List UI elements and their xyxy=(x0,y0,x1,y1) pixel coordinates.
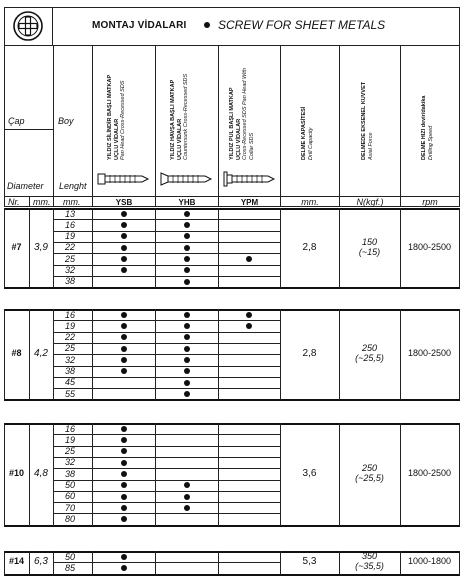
yhb-availability-dot xyxy=(184,482,190,488)
row-divider xyxy=(53,366,280,367)
row-length: 25 xyxy=(64,343,75,354)
cap-label: Çap xyxy=(8,116,25,126)
row-length: 16 xyxy=(64,219,75,230)
ypm-screw-icon xyxy=(222,171,278,187)
axial-force-value: 250 xyxy=(361,462,378,473)
row-length: 70 xyxy=(64,502,75,513)
yhb-availability-dot xyxy=(184,357,190,363)
ysb-availability-dot xyxy=(121,334,127,340)
group-column-line xyxy=(53,423,54,526)
diameter-label: Diameter xyxy=(7,181,44,191)
group-diameter: 4,2 xyxy=(34,348,48,360)
row-length: 19 xyxy=(64,434,75,445)
ysb-screw-icon xyxy=(96,171,152,187)
row-length: 25 xyxy=(64,253,75,264)
yhb-availability-dot xyxy=(184,391,190,397)
dia-unit-label: mm. xyxy=(33,197,51,207)
ysb-availability-dot xyxy=(121,460,127,466)
row-divider xyxy=(53,468,280,469)
row-length: 32 xyxy=(64,265,75,275)
yhb-availability-dot xyxy=(184,346,190,352)
row-divider xyxy=(53,457,280,458)
row-divider xyxy=(53,276,280,277)
ysb-availability-dot xyxy=(121,245,127,251)
ysb-availability-dot xyxy=(121,516,127,522)
ysb-availability-dot xyxy=(121,471,127,477)
row-divider xyxy=(53,231,280,232)
lenght-label: Lenght xyxy=(59,181,87,191)
group-bottom-border xyxy=(4,287,460,289)
group-column-line xyxy=(459,309,460,400)
group-number: #8 xyxy=(11,348,22,359)
ysb-availability-dot xyxy=(121,368,127,374)
row-divider xyxy=(53,354,280,355)
group-number: #7 xyxy=(11,241,22,252)
ysb-availability-dot xyxy=(121,426,127,432)
row-length: 13 xyxy=(64,208,75,219)
yhb-availability-dot xyxy=(184,279,190,285)
ypm-header: YILDIZ PUL BAŞLI MATKAP UÇLU VİDALAR Cross-Recessed SDS Pan Head With Collar SDS xyxy=(229,68,255,160)
ysb-availability-dot xyxy=(121,346,127,352)
boy-label: Boy xyxy=(58,116,74,126)
drill-capacity-value: 5,3 xyxy=(302,556,317,568)
group-column-line xyxy=(92,423,93,526)
drilling-speed-value: 1800-2500 xyxy=(407,348,452,359)
ysb-availability-dot xyxy=(121,437,127,443)
ysb-availability-dot xyxy=(121,267,127,273)
yhb-availability-dot xyxy=(184,380,190,386)
row-length: 32 xyxy=(64,457,75,468)
title-bullet-icon xyxy=(204,22,210,28)
yhb-screw-icon xyxy=(159,171,215,187)
row-length: 22 xyxy=(64,242,75,253)
row-length: 38 xyxy=(64,276,75,287)
ysb-code: YSB xyxy=(115,198,133,207)
row-length: 25 xyxy=(64,446,75,457)
yhb-availability-dot xyxy=(184,245,190,251)
ysb-availability-dot xyxy=(121,256,127,262)
axial-force-kgf-value: (~25,5) xyxy=(355,353,384,364)
drill-capacity-value: 2,8 xyxy=(302,348,317,360)
row-divider xyxy=(53,513,280,514)
row-divider xyxy=(53,502,280,503)
ysb-availability-dot xyxy=(121,494,127,500)
title-english: SCREW FOR SHEET METALS xyxy=(218,18,386,32)
drilling-speed-value: 1000-1800 xyxy=(407,556,452,567)
row-divider xyxy=(53,480,280,481)
yhb-availability-dot xyxy=(184,256,190,262)
group-number: #10 xyxy=(8,467,25,478)
group-diameter: 6,3 xyxy=(34,556,48,568)
capacity-unit-label: mm. xyxy=(301,197,319,207)
ysb-availability-dot xyxy=(121,222,127,228)
yhb-availability-dot xyxy=(184,323,190,329)
row-divider xyxy=(53,377,280,378)
row-length: 45 xyxy=(64,377,75,388)
group-column-line xyxy=(155,423,156,526)
speed-unit-label: rpm xyxy=(422,197,438,207)
row-divider xyxy=(53,320,280,321)
row-divider xyxy=(53,491,280,492)
ysb-availability-dot xyxy=(121,312,127,318)
ysb-availability-dot xyxy=(121,505,127,511)
group-bottom-border xyxy=(4,399,460,401)
row-divider xyxy=(53,434,280,435)
yhb-availability-dot xyxy=(184,334,190,340)
yhb-availability-dot xyxy=(184,312,190,318)
group-column-line xyxy=(459,423,460,526)
ysb-availability-dot xyxy=(121,565,127,571)
row-divider xyxy=(53,332,280,333)
row-divider xyxy=(53,253,280,254)
row-length: 80 xyxy=(64,513,75,524)
ypm-availability-dot xyxy=(246,312,252,318)
axial-force-kgf-value: (~25,5) xyxy=(355,472,384,483)
ysb-availability-dot xyxy=(121,323,127,329)
axial-force-kgf-value: (~15) xyxy=(358,246,381,257)
yhb-availability-dot xyxy=(184,368,190,374)
row-divider xyxy=(53,562,280,563)
axial-force-value: 250 xyxy=(361,343,378,354)
ypm-availability-dot xyxy=(246,323,252,329)
ysb-availability-dot xyxy=(121,554,127,560)
drilling-speed-value: 1800-2500 xyxy=(407,241,452,252)
ysb-availability-dot xyxy=(121,448,127,454)
row-divider xyxy=(53,265,280,266)
cross-recess-logo-icon xyxy=(10,10,46,42)
yhb-availability-dot xyxy=(184,222,190,228)
group-bottom-border xyxy=(4,574,460,576)
row-length: 16 xyxy=(64,423,75,434)
group-column-line xyxy=(459,208,460,288)
yhb-availability-dot xyxy=(184,267,190,273)
axial-force-kgf-value: (~35,5) xyxy=(355,561,384,572)
yhb-availability-dot xyxy=(184,494,190,500)
group-number: #14 xyxy=(8,556,25,567)
ysb-header: YILDIZ SİLİNDİR BAŞLI MATKAP UÇLU VİDALAR Pan Head Cross-Recessed SDS xyxy=(107,74,126,160)
ypm-code: YPM xyxy=(240,198,259,207)
group-column-line xyxy=(218,423,219,526)
row-divider xyxy=(53,446,280,447)
row-length: 55 xyxy=(64,388,75,399)
title-turkish: MONTAJ VİDALARI xyxy=(92,20,187,31)
row-length: 32 xyxy=(64,354,75,365)
group-bottom-border xyxy=(4,525,460,527)
axial-force-value: 350 xyxy=(361,551,378,562)
ypm-availability-dot xyxy=(246,256,252,262)
drill-capacity-header: DELME KAPASİTESİ Drill Capacity xyxy=(301,106,314,160)
row-length: 22 xyxy=(64,332,75,343)
axial-force-value: 150 xyxy=(361,236,378,247)
row-length: 60 xyxy=(64,491,75,502)
drill-capacity-value: 2,8 xyxy=(302,241,317,253)
row-divider xyxy=(53,388,280,389)
row-length: 50 xyxy=(64,480,75,490)
yhb-header: YILDIZ HAVŞA BAŞLI MATKAP UÇLU VİDALAR Countersunk Cross-Recessed SDS xyxy=(170,73,189,160)
ysb-availability-dot xyxy=(121,482,127,488)
row-divider xyxy=(53,242,280,243)
yhb-availability-dot xyxy=(184,233,190,239)
ysb-availability-dot xyxy=(121,211,127,217)
row-length: 50 xyxy=(64,551,75,562)
nr-label: Nr. xyxy=(8,197,20,207)
ysb-availability-dot xyxy=(121,233,127,239)
row-length: 38 xyxy=(64,366,75,376)
drill-capacity-value: 3,6 xyxy=(302,467,317,479)
row-length: 19 xyxy=(64,320,75,331)
drilling-speed-value: 1800-2500 xyxy=(407,467,452,478)
ysb-availability-dot xyxy=(121,357,127,363)
group-diameter: 3,9 xyxy=(34,241,48,253)
yhb-availability-dot xyxy=(184,211,190,217)
drilling-speed-header: DELME HIZI devir/dakika Drilling Speed xyxy=(421,95,434,160)
row-divider xyxy=(53,219,280,220)
row-length: 19 xyxy=(64,231,75,242)
force-unit-label: N(kgf.) xyxy=(356,197,384,207)
axial-force-header: DELMEDE EKSENEL KUVVET Axial Force xyxy=(361,81,374,160)
len-unit-label: mm. xyxy=(63,197,81,207)
yhb-code: YHB xyxy=(178,198,196,207)
group-column-line xyxy=(459,551,460,575)
row-length: 85 xyxy=(64,562,75,573)
group-diameter: 4,8 xyxy=(34,467,48,479)
yhb-availability-dot xyxy=(184,505,190,511)
row-length: 38 xyxy=(64,468,75,479)
row-divider xyxy=(53,343,280,344)
row-length: 16 xyxy=(64,309,75,320)
